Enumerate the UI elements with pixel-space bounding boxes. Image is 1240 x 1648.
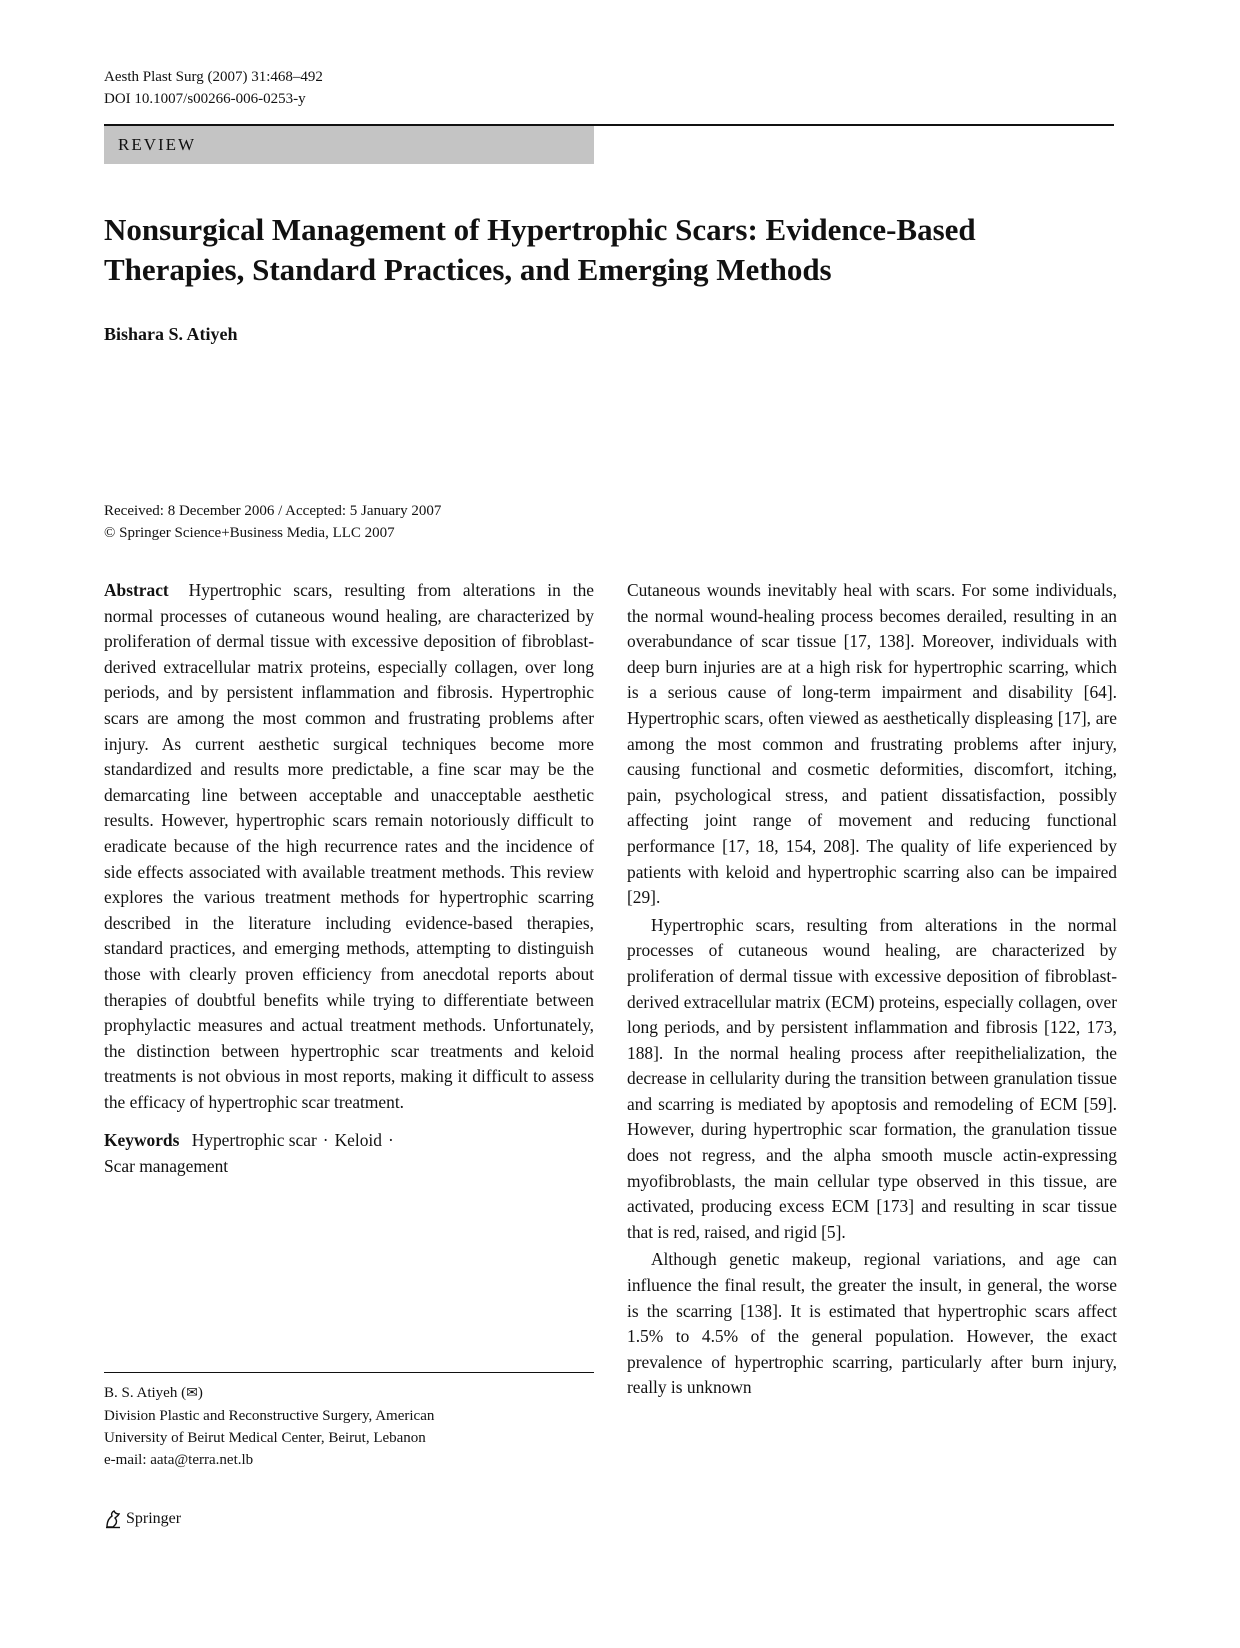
- left-column: [104, 578, 594, 1180]
- body-paragraph: Hypertrophic scars, resulting from alterations in the normal processes of cutaneous wound healing, are characterized by proliferation of dermal tissue with excessive deposition of fibroblast-derived extracellular matrix (ECM) proteins, especially collagen, over long periods, and by persistent inflammation and fibrosis [122, 173, 188]. In the normal healing process after reepithelialization, the decrease in cellularity during the transition between granulation tissue and scarring is mediated by apoptosis and remodeling of ECM [59]. However, during hypertrophic scar formation, the granulation tissue does not regress, and the alpha smooth muscle actin-expressing myofibroblasts, the main cellular type observed in this tissue, are activated, producing excess ECM [173] and resulting in scar tissue that is red, raised, and rigid [5].: [627, 914, 1117, 1242]
- springer-horse-icon: [104, 1509, 122, 1529]
- affiliation-dept-1: Division Plastic and Reconstructive Surgery, American: [104, 1408, 435, 1424]
- title-line-1: Nonsurgical Management of Hypertrophic Scars: Evidence-Based: [104, 212, 976, 247]
- footnote-rule: [104, 1372, 594, 1373]
- affiliation-name-line: B. S. Atiyeh (✉): [104, 1382, 594, 1405]
- keywords-heading: Keywords: [104, 1130, 180, 1151]
- keyword-separator: ·: [322, 1130, 329, 1151]
- article-dates: [104, 500, 441, 544]
- keyword: Keloid: [334, 1130, 382, 1151]
- envelope-icon: ✉: [186, 1386, 198, 1401]
- section-label: REVIEW: [104, 126, 594, 164]
- title-line-2: Therapies, Standard Practices, and Emerging Methods: [104, 252, 832, 287]
- keyword: Hypertrophic scar: [191, 1130, 317, 1151]
- publisher-name: Springer: [126, 1510, 182, 1527]
- abstract-heading: Abstract: [104, 580, 169, 600]
- received-accepted: Received: 8 December 2006 / Accepted: 5 January 2007: [104, 503, 442, 519]
- copyright: © Springer Science+Business Media, LLC 2007: [104, 525, 395, 541]
- affiliation-email[interactable]: e-mail: aata@terra.net.lb: [104, 1452, 254, 1468]
- doi-line: DOI 10.1007/s00266-006-0253-y: [104, 91, 306, 107]
- affiliation-dept-2: University of Beirut Medical Center, Beirut, Lebanon: [104, 1430, 426, 1446]
- keyword-separator: ·: [387, 1130, 394, 1151]
- author-name: Bishara S. Atiyeh: [104, 324, 238, 344]
- article-title: [104, 210, 1104, 290]
- author-affiliation: [104, 1382, 594, 1471]
- abstract-text: Hypertrophic scars, resulting from alterations in the normal processes of cutaneous wound healing, are characterized by proliferation of dermal tissue with excessive deposition of fibroblast-derived extracellular matrix proteins, especially collagen, over long periods, and by persistent inflammation and fibrosis. Hypertrophic scars are among the most common and frustrating problems after injury. As current aesthetic surgical techniques become more standardized and results more predictable, a fine scar may be the demarcating line between acceptable and unacceptable aesthetic results. However, hypertrophic scars remain notoriously difficult to eradicate because of the high recurrence rates and the incidence of side effects associated with available treatment methods. This review explores the various treatment methods for hypertrophic scarring described in the literature including evidence-based therapies, standard practices, and emerging methods, attempting to distinguish those with clearly proven efficiency from anecdotal reports about therapies of doubtful benefits while trying to differentiate between prophylactic measures and actual treatment methods. Unfortunately, the distinction between hypertrophic scar treatments and keloid treatments is not obvious in most reports, making it difficult to assess the efficacy of hypertrophic scar treatment.: [104, 580, 594, 1112]
- keyword: Scar management: [104, 1156, 229, 1177]
- keywords: [104, 1128, 594, 1179]
- abstract: [104, 578, 594, 1115]
- journal-citation: [104, 66, 323, 110]
- right-column: [627, 578, 1117, 1401]
- body-paragraph: Although genetic makeup, regional variations, and age can influence the final result, the greater the insult, in general, the worse is the scarring [138]. It is estimated that hypertrophic scars affect 1.5% to 4.5% of the general population. However, the exact prevalence of hypertrophic scarring, particularly after burn injury, really is unknown: [627, 1249, 1117, 1398]
- journal-line: Aesth Plast Surg (2007) 31:468–492: [104, 69, 323, 85]
- publisher-footer: [104, 1509, 181, 1529]
- affiliation-name: B. S. Atiyeh: [104, 1385, 178, 1401]
- body-paragraph: Cutaneous wounds inevitably heal with scars. For some individuals, the normal wound-healing process becomes derailed, resulting in an overabundance of scar tissue [17, 138]. Moreover, individuals with deep burn injuries are at a high risk for hypertrophic scarring, which is a serious cause of long-term impairment and disability [64]. Hypertrophic scars, often viewed as aesthetically displeasing [17], are among the most common and frustrating problems after injury, causing functional and cosmetic deformities, discomfort, itching, pain, psychological stress, and patient dissatisfaction, possibly affecting joint range of movement and reducing functional performance [17, 18, 154, 208]. The quality of life experienced by patients with keloid and hypertrophic scarring also can be impaired [29].: [627, 580, 1117, 908]
